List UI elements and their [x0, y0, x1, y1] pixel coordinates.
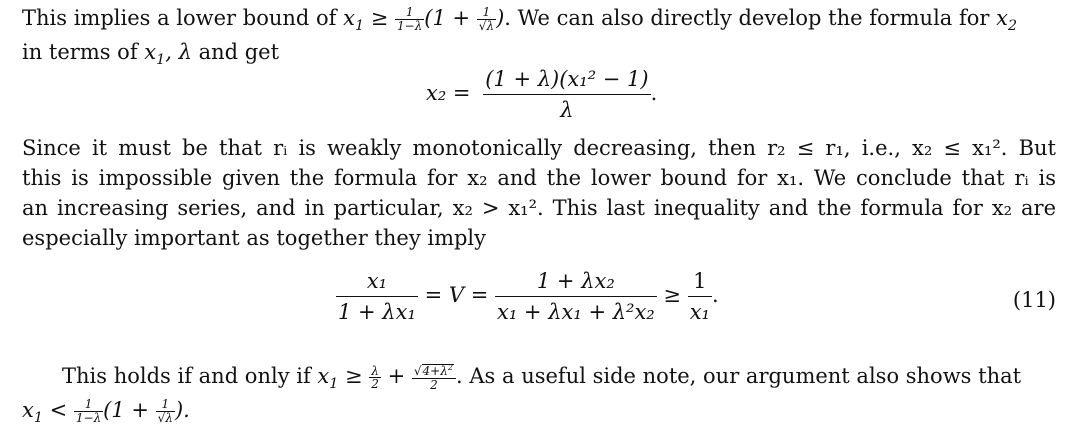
math-upper-bound: $x_1$ < $\frac{1}{1-\lambda}$ (1 + $\frac{1}{√\lambda}$ ).	[22, 397, 190, 427]
eq11-frac1-denominator: 1 + λx₁	[336, 296, 418, 323]
paragraph-2-line-4: especially important as together they imply	[22, 226, 487, 250]
eq11-frac2-numerator: 1 + λx₂	[536, 269, 615, 293]
math-iff-condition: $x_1$ ≥ $\frac{\lambda}{2}$ + $\frac{√4+\lambda^2}{2}$	[317, 364, 456, 388]
eq11-frac2-denominator: x₁ + λx₁ + λ²x₂	[495, 296, 657, 323]
paragraph-2-line-1: Since it must be that rᵢ is weakly monotonically decreasing, then r₂ ≤ r₁, i.e., x₂ ≤ x₁². But	[22, 136, 1056, 160]
eq11-relation: ≥	[663, 283, 681, 308]
math-inline-lower-bound: $x_1$ ≥ $\frac{1}{1-\lambda}$ (1 + $\frac{1}{√\lambda}$ )	[343, 5, 505, 35]
eq11-middle: = V =	[424, 283, 489, 308]
text-and-get: and get	[198, 40, 280, 64]
text-holds-iff: This holds if and only if	[62, 364, 311, 389]
equation-x2-denominator: λ	[483, 94, 650, 121]
paragraph-3-line-1	[62, 364, 1021, 391]
equation-x2-lhs: x₂ =	[426, 81, 471, 106]
eq11-frac3-numerator: 1	[693, 269, 707, 293]
equation-x2-numerator: (1 + λ)(x₁² − 1)	[485, 67, 649, 91]
paragraph-1-line-1	[22, 6, 1017, 33]
text-side-note: . As a useful side note, our argument also shows that	[456, 364, 1022, 389]
math-x2: $x_2$	[996, 6, 1018, 35]
text-in-terms-of: in terms of	[22, 40, 138, 64]
paragraph-3-line-2	[22, 398, 190, 425]
paragraph-1-line-2	[22, 40, 280, 69]
text-develop-formula: . We can also directly develop the formula for	[504, 6, 990, 30]
eq11-frac1-numerator: x₁	[366, 269, 388, 293]
equation-11: $\frac{\text{x₁}}{\text{1 + λx₁}}$ = V = $\frac{\text{1 + λx₂}}{\text{x₁ + λx₁ + λ²x₂}}$ ≥ $\frac{1}{\text{x₁}}$ .	[338, 269, 719, 325]
math-x1-lambda: $x_1$, λ	[144, 40, 192, 69]
equation-x2: x₂ = $\frac{\text{(1 + λ)(x₁² − 1)}}{\lambda}$ .	[426, 67, 658, 123]
equation-number: (11)	[1012, 288, 1056, 312]
paragraph-2-line-3: an increasing series, and in particular, x₂ > x₁². This last inequality and the formula for x₂ are	[22, 196, 1056, 220]
eq11-frac3-denominator: x₁	[688, 296, 712, 323]
text-lower-bound-intro: This implies a lower bound of	[22, 6, 337, 30]
paragraph-2-line-2: this is impossible given the formula for x₂ and the lower bound for x₁. We conclude that rᵢ is	[22, 166, 1056, 190]
